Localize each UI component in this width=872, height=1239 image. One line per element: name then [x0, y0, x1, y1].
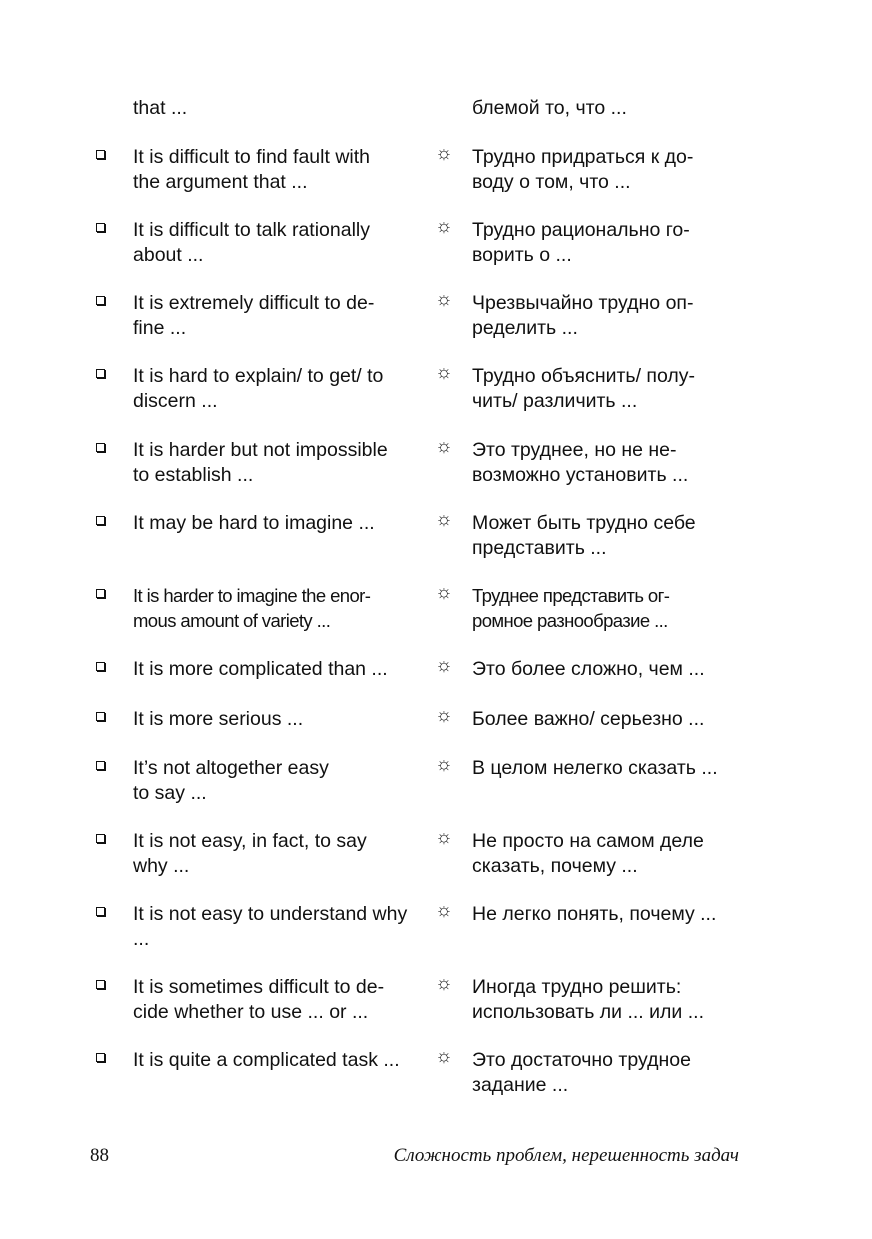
phrase-ru: Может быть трудно себе представить ...: [472, 512, 696, 559]
phrase-en: It is harder but not impossible to establish ...: [133, 439, 388, 486]
phrase-ru: Это достаточно трудное задание ...: [472, 1049, 691, 1096]
sun-bullet-icon: ☼: [435, 827, 453, 848]
phrase-en: It is hard to explain/ to get/ to discern ...: [133, 365, 384, 412]
phrase-ru: Более важно/ серьезно ...: [472, 708, 705, 730]
phrase-ru: Чрезвычайно трудно оп- ределить ...: [472, 292, 694, 339]
sun-bullet-icon: ☼: [435, 143, 453, 164]
phrase-en: It is extremely difficult to de- fine ...: [133, 292, 375, 339]
checkbox-bullet-icon: [96, 834, 105, 843]
checkbox-bullet-icon: [96, 223, 105, 232]
phrase-en: It is sometimes difficult to de- cide whether to use ... or ...: [133, 976, 385, 1023]
phrase-en: It is difficult to talk rationally about ...: [133, 219, 370, 266]
checkbox-bullet-icon: [96, 980, 105, 989]
sun-bullet-icon: ☼: [435, 582, 453, 603]
sun-bullet-icon: ☼: [435, 509, 453, 530]
phrase-ru: Трудно придраться к до- воду о том, что ...: [472, 146, 694, 193]
checkbox-bullet-icon: [96, 1053, 105, 1062]
sun-bullet-icon: ☼: [435, 362, 453, 383]
sun-bullet-icon: ☼: [435, 900, 453, 921]
phrase-en: It’s not altogether easy to say ...: [133, 757, 329, 804]
sun-bullet-icon: ☼: [435, 705, 453, 726]
phrase-en: It may be hard to imagine ...: [133, 512, 375, 534]
running-footer-title: Сложность проблем, нерешенность задач: [393, 1145, 739, 1166]
phrase-en: It is not easy to understand why ...: [133, 903, 408, 950]
sun-bullet-icon: ☼: [435, 973, 453, 994]
checkbox-bullet-icon: [96, 296, 105, 305]
sun-bullet-icon: ☼: [435, 289, 453, 310]
phrase-en: It is harder to imagine the enor- mous amount of variety ...: [133, 585, 371, 631]
phrase-ru: Это труднее, но не не- возможно установить ...: [472, 439, 689, 486]
continuation-ru: блемой то, что ...: [472, 97, 627, 119]
phrase-ru: Это более сложно, чем ...: [472, 658, 705, 680]
continuation-en: that ...: [133, 97, 188, 119]
checkbox-bullet-icon: [96, 150, 105, 159]
checkbox-bullet-icon: [96, 712, 105, 721]
checkbox-bullet-icon: [96, 369, 105, 378]
checkbox-bullet-icon: [96, 443, 105, 452]
checkbox-bullet-icon: [96, 662, 105, 671]
phrase-ru: Труднее представить ог- ромное разнообразие ...: [472, 585, 670, 631]
phrase-en: It is not easy, in fact, to say why ...: [133, 830, 367, 877]
phrase-en: It is more complicated than ...: [133, 658, 388, 680]
phrase-ru: Не легко понять, почему ...: [472, 903, 717, 925]
sun-bullet-icon: ☼: [435, 216, 453, 237]
phrase-ru: Трудно объяснить/ полу- чить/ различить ...: [472, 365, 696, 412]
phrase-en: It is more serious ...: [133, 708, 304, 730]
checkbox-bullet-icon: [96, 589, 105, 598]
checkbox-bullet-icon: [96, 516, 105, 525]
phrase-ru: Трудно рационально го- ворить о ...: [472, 219, 690, 266]
sun-bullet-icon: ☼: [435, 754, 453, 775]
sun-bullet-icon: ☼: [435, 655, 453, 676]
page-number: 88: [90, 1145, 109, 1166]
checkbox-bullet-icon: [96, 907, 105, 916]
sun-bullet-icon: ☼: [435, 436, 453, 457]
phrase-en: It is difficult to find fault with the argument that ...: [133, 146, 370, 193]
phrase-ru: Не просто на самом деле сказать, почему ...: [472, 830, 704, 877]
checkbox-bullet-icon: [96, 761, 105, 770]
phrase-ru: В целом нелегко сказать ...: [472, 757, 718, 779]
phrase-ru: Иногда трудно решить: использовать ли ... или ...: [472, 976, 704, 1023]
sun-bullet-icon: ☼: [435, 1046, 453, 1067]
phrase-en: It is quite a complicated task ...: [133, 1049, 400, 1071]
